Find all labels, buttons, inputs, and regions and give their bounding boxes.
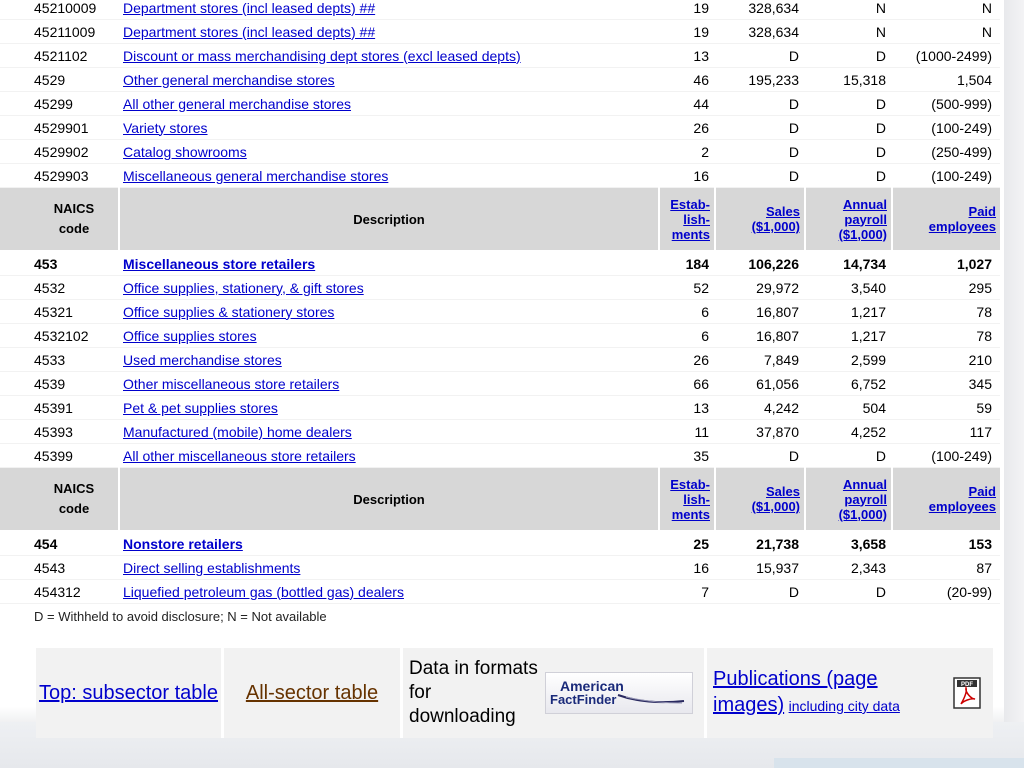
header-paid-employees: [892, 468, 1000, 532]
header-employees-l1: Paid: [968, 204, 996, 219]
naics-description-link[interactable]: Variety stores: [123, 119, 208, 136]
annual-payroll-cell: 2,599: [805, 348, 892, 372]
header-payroll-l2: payroll: [844, 491, 887, 507]
description-cell: [119, 20, 659, 44]
paid-employees-cell: 117: [892, 420, 1000, 444]
description-cell: [119, 68, 659, 92]
table-row: [0, 0, 1000, 20]
header-description: Description: [119, 188, 659, 252]
header-estab-l2: lish-: [683, 211, 710, 227]
establishments-cell: 7: [659, 580, 715, 604]
description-cell: [119, 324, 659, 348]
naics-code-cell: 454312: [0, 580, 119, 604]
establishments-cell: 16: [659, 164, 715, 188]
sales-cell: 37,870: [715, 420, 805, 444]
description-cell: [119, 140, 659, 164]
sort-employees-link[interactable]: [929, 204, 996, 234]
sales-cell: D: [715, 444, 805, 468]
header-code-line2: code: [58, 221, 90, 236]
all-sector-link[interactable]: All-sector table: [245, 681, 379, 704]
header-employees-l2: employees: [928, 219, 996, 234]
naics-code-cell: 45299: [0, 92, 119, 116]
paid-employees-cell: 153: [892, 531, 1000, 556]
naics-code-cell: 4529902: [0, 140, 119, 164]
table-row: [0, 324, 1000, 348]
paid-employees-cell: 78: [892, 300, 1000, 324]
header-sales-l2: ($1,000): [751, 499, 800, 514]
annual-payroll-cell: N: [805, 20, 892, 44]
factfinder-line1: American: [560, 678, 624, 694]
description-cell: [119, 276, 659, 300]
description-cell: [119, 300, 659, 324]
naics-description-link[interactable]: Office supplies & stationery stores: [123, 303, 335, 320]
naics-code-cell: 4532102: [0, 324, 119, 348]
naics-description-link[interactable]: Manufactured (mobile) home dealers: [123, 423, 352, 440]
naics-description-link[interactable]: Department stores (incl leased depts) ##: [123, 23, 376, 40]
header-sales: [715, 188, 805, 252]
footer-cell-top: [36, 648, 224, 738]
header-paid-employees: [892, 188, 1000, 252]
naics-code-cell: 4529: [0, 68, 119, 92]
naics-description-link[interactable]: Catalog showrooms: [123, 143, 247, 160]
naics-description-link[interactable]: Discount or mass merchandising dept stores (excl leased depts): [123, 47, 521, 64]
header-payroll-l2: payroll: [844, 211, 887, 227]
annual-payroll-cell: 15,318: [805, 68, 892, 92]
naics-code-cell: 4529901: [0, 116, 119, 140]
table-section-general-merchandise: [0, 0, 1000, 188]
description-cell: [119, 0, 659, 20]
paid-employees-cell: (500-999): [892, 92, 1000, 116]
establishments-cell: 184: [659, 251, 715, 276]
annual-payroll-cell: 1,217: [805, 324, 892, 348]
annual-payroll-cell: D: [805, 140, 892, 164]
publications-text: [713, 667, 943, 719]
sales-cell: 61,056: [715, 372, 805, 396]
description-cell: [119, 531, 659, 556]
disclosure-note: D = Withheld to avoid disclosure; N = Not available: [34, 609, 327, 624]
establishments-cell: 26: [659, 116, 715, 140]
establishments-cell: 6: [659, 324, 715, 348]
description-cell: [119, 556, 659, 580]
naics-description-link[interactable]: Other miscellaneous store retailers: [123, 375, 340, 392]
establishments-cell: 26: [659, 348, 715, 372]
bottom-blue-band: [774, 758, 1024, 768]
factfinder-logo[interactable]: [545, 672, 693, 714]
establishments-cell: 52: [659, 276, 715, 300]
header-annual-payroll: [805, 188, 892, 252]
table-section-nonstore: [0, 531, 1000, 604]
naics-code-cell: 4532: [0, 276, 119, 300]
annual-payroll-cell: D: [805, 580, 892, 604]
annual-payroll-cell: 6,752: [805, 372, 892, 396]
table-row: [0, 92, 1000, 116]
paid-employees-cell: (250-499): [892, 140, 1000, 164]
naics-description-link[interactable]: Department stores (incl leased depts) ##: [123, 0, 376, 16]
header-establishments: [659, 188, 715, 252]
header-employees-l2: employees: [928, 499, 996, 514]
annual-payroll-cell: D: [805, 44, 892, 68]
header-naics-code: [0, 188, 119, 252]
header-annual-payroll: [805, 468, 892, 532]
footer-cell-all-sector: [224, 648, 403, 738]
description-cell: [119, 396, 659, 420]
paid-employees-cell: (100-249): [892, 444, 1000, 468]
annual-payroll-cell: 3,658: [805, 531, 892, 556]
annual-payroll-cell: 2,343: [805, 556, 892, 580]
sort-payroll-link[interactable]: [839, 477, 887, 522]
naics-description-link[interactable]: Direct selling establishments: [123, 559, 301, 576]
table-header-453: [0, 188, 1000, 252]
description-cell: [119, 420, 659, 444]
header-estab-l1: Estab-: [670, 196, 710, 212]
factfinder-line2: FactFinder: [550, 692, 617, 707]
table-row: [0, 276, 1000, 300]
header-establishments: [659, 468, 715, 532]
establishments-cell: 13: [659, 44, 715, 68]
table-row: [0, 420, 1000, 444]
table-row: [0, 140, 1000, 164]
naics-code-cell: 4543: [0, 556, 119, 580]
naics-code-cell: 4533: [0, 348, 119, 372]
header-naics-code: [0, 468, 119, 532]
paid-employees-cell: N: [892, 0, 1000, 20]
publications-link[interactable]: Publications (page images): [713, 668, 878, 716]
description-cell: [119, 92, 659, 116]
sort-employees-link[interactable]: [929, 484, 996, 514]
table-row: [0, 116, 1000, 140]
header-employees-l1: Paid: [968, 484, 996, 499]
naics-description-link[interactable]: All other miscellaneous store retailers: [123, 447, 356, 464]
annual-payroll-cell: D: [805, 116, 892, 140]
header-estab-l2: lish-: [683, 491, 710, 507]
naics-code-cell: 45210009: [0, 0, 119, 20]
annual-payroll-cell: 14,734: [805, 251, 892, 276]
paid-employees-cell: (100-249): [892, 116, 1000, 140]
sales-cell: D: [715, 164, 805, 188]
table-row: [0, 396, 1000, 420]
description-cell: [119, 348, 659, 372]
paid-employees-cell: 210: [892, 348, 1000, 372]
table-row: [0, 348, 1000, 372]
annual-payroll-cell: 3,540: [805, 276, 892, 300]
sales-cell: D: [715, 116, 805, 140]
sales-cell: 29,972: [715, 276, 805, 300]
header-sales: [715, 468, 805, 532]
establishments-cell: 6: [659, 300, 715, 324]
header-sales-l1: Sales: [766, 204, 800, 219]
header-code-line1: NAICS: [53, 481, 95, 496]
naics-description-link[interactable]: Nonstore retailers: [123, 535, 243, 552]
establishments-cell: 25: [659, 531, 715, 556]
establishments-cell: 35: [659, 444, 715, 468]
sales-cell: 7,849: [715, 348, 805, 372]
sales-cell: 328,634: [715, 0, 805, 20]
naics-description-link[interactable]: Miscellaneous general merchandise stores: [123, 167, 389, 184]
annual-payroll-cell: D: [805, 444, 892, 468]
sales-cell: 15,937: [715, 556, 805, 580]
paid-employees-cell: 87: [892, 556, 1000, 580]
table-row: [0, 556, 1000, 580]
factfinder-swoosh-icon: [616, 691, 686, 705]
header-estab-l3: ments: [671, 226, 710, 242]
establishments-cell: 19: [659, 0, 715, 20]
naics-code-cell: 45399: [0, 444, 119, 468]
sort-payroll-link[interactable]: [839, 197, 887, 242]
naics-description-link[interactable]: Office supplies, stationery, & gift stores: [123, 279, 364, 296]
establishments-cell: 46: [659, 68, 715, 92]
footer-navigation: [36, 648, 993, 738]
sort-sales-link[interactable]: [752, 484, 800, 514]
sales-cell: D: [715, 92, 805, 116]
sales-cell: 328,634: [715, 20, 805, 44]
sales-cell: 106,226: [715, 251, 805, 276]
description-cell: [119, 444, 659, 468]
table-row: [0, 300, 1000, 324]
naics-description-link[interactable]: Pet & pet supplies stores: [123, 399, 278, 416]
annual-payroll-cell: N: [805, 0, 892, 20]
naics-code-cell: 4529903: [0, 164, 119, 188]
description-cell: [119, 116, 659, 140]
annual-payroll-cell: D: [805, 92, 892, 116]
header-description: Description: [119, 468, 659, 532]
pdf-icon[interactable]: [953, 677, 981, 709]
pdf-label: PDF: [961, 682, 973, 688]
table-header-454: [0, 468, 1000, 532]
naics-description-link[interactable]: Miscellaneous store retailers: [123, 255, 316, 272]
naics-description-link[interactable]: Office supplies stores: [123, 327, 257, 344]
sales-cell: D: [715, 140, 805, 164]
paid-employees-cell: 295: [892, 276, 1000, 300]
paid-employees-cell: N: [892, 20, 1000, 44]
sales-cell: 195,233: [715, 68, 805, 92]
header-payroll-l1: Annual: [842, 476, 887, 492]
naics-code-cell: 454: [0, 531, 119, 556]
naics-description-link[interactable]: All other general merchandise stores: [123, 95, 352, 112]
annual-payroll-cell: D: [805, 164, 892, 188]
sales-cell: 16,807: [715, 300, 805, 324]
header-code-line1: NAICS: [53, 201, 95, 216]
paid-employees-cell: (1000-2499): [892, 44, 1000, 68]
description-cell: [119, 164, 659, 188]
establishments-cell: 19: [659, 20, 715, 44]
naics-description-link[interactable]: Other general merchandise stores: [123, 71, 335, 88]
table-subtotal-row: [0, 531, 1000, 556]
right-edge-strip: [1004, 0, 1024, 722]
table-row: [0, 68, 1000, 92]
header-sales-l1: Sales: [766, 484, 800, 499]
table-row: [0, 444, 1000, 468]
header-payroll-l1: Annual: [842, 196, 887, 212]
naics-code-cell: 45321: [0, 300, 119, 324]
paid-employees-cell: 345: [892, 372, 1000, 396]
table-row: [0, 580, 1000, 604]
annual-payroll-cell: 504: [805, 396, 892, 420]
description-cell: [119, 44, 659, 68]
naics-code-cell: 45211009: [0, 20, 119, 44]
sales-cell: D: [715, 44, 805, 68]
sales-cell: 4,242: [715, 396, 805, 420]
paid-employees-cell: 78: [892, 324, 1000, 348]
footer-cell-publications: [707, 648, 993, 738]
paid-employees-cell: 1,027: [892, 251, 1000, 276]
naics-description-link[interactable]: Used merchandise stores: [123, 351, 282, 368]
publications-sub-link[interactable]: including city data: [788, 698, 900, 714]
header-code-line2: code: [58, 501, 90, 516]
naics-description-link[interactable]: Liquefied petroleum gas (bottled gas) dealers: [123, 583, 404, 600]
paid-employees-cell: (100-249): [892, 164, 1000, 188]
header-payroll-l3: ($1,000): [838, 226, 887, 242]
table-section-misc-store: [0, 251, 1000, 468]
table-row: [0, 372, 1000, 396]
footer-cell-download: [403, 648, 707, 738]
header-estab-l3: ments: [671, 506, 710, 522]
header-sales-l2: ($1,000): [751, 219, 800, 234]
description-cell: [119, 372, 659, 396]
naics-code-cell: 45393: [0, 420, 119, 444]
paid-employees-cell: 59: [892, 396, 1000, 420]
sort-establishments-link[interactable]: [670, 477, 710, 522]
naics-code-cell: 4539: [0, 372, 119, 396]
sort-sales-link[interactable]: [752, 204, 800, 234]
paid-employees-cell: (20-99): [892, 580, 1000, 604]
establishments-cell: 66: [659, 372, 715, 396]
column-header-row: [0, 188, 1000, 252]
establishments-cell: 44: [659, 92, 715, 116]
description-cell: [119, 251, 659, 276]
establishments-cell: 16: [659, 556, 715, 580]
sales-cell: D: [715, 580, 805, 604]
establishments-cell: 2: [659, 140, 715, 164]
annual-payroll-cell: 1,217: [805, 300, 892, 324]
top-subsector-link[interactable]: Top: subsector table: [39, 682, 218, 704]
table-row: [0, 164, 1000, 188]
sort-establishments-link[interactable]: [670, 197, 710, 242]
sales-cell: 16,807: [715, 324, 805, 348]
establishments-cell: 13: [659, 396, 715, 420]
naics-code-cell: 4521102: [0, 44, 119, 68]
header-estab-l1: Estab-: [670, 476, 710, 492]
annual-payroll-cell: 4,252: [805, 420, 892, 444]
table-row: [0, 20, 1000, 44]
naics-code-cell: 453: [0, 251, 119, 276]
table-row: [0, 44, 1000, 68]
table-subtotal-row: [0, 251, 1000, 276]
establishments-cell: 11: [659, 420, 715, 444]
paid-employees-cell: 1,504: [892, 68, 1000, 92]
naics-code-cell: 45391: [0, 396, 119, 420]
header-payroll-l3: ($1,000): [838, 506, 887, 522]
download-text: Data in formats for downloading: [409, 658, 538, 727]
description-cell: [119, 580, 659, 604]
column-header-row: [0, 468, 1000, 532]
sales-cell: 21,738: [715, 531, 805, 556]
